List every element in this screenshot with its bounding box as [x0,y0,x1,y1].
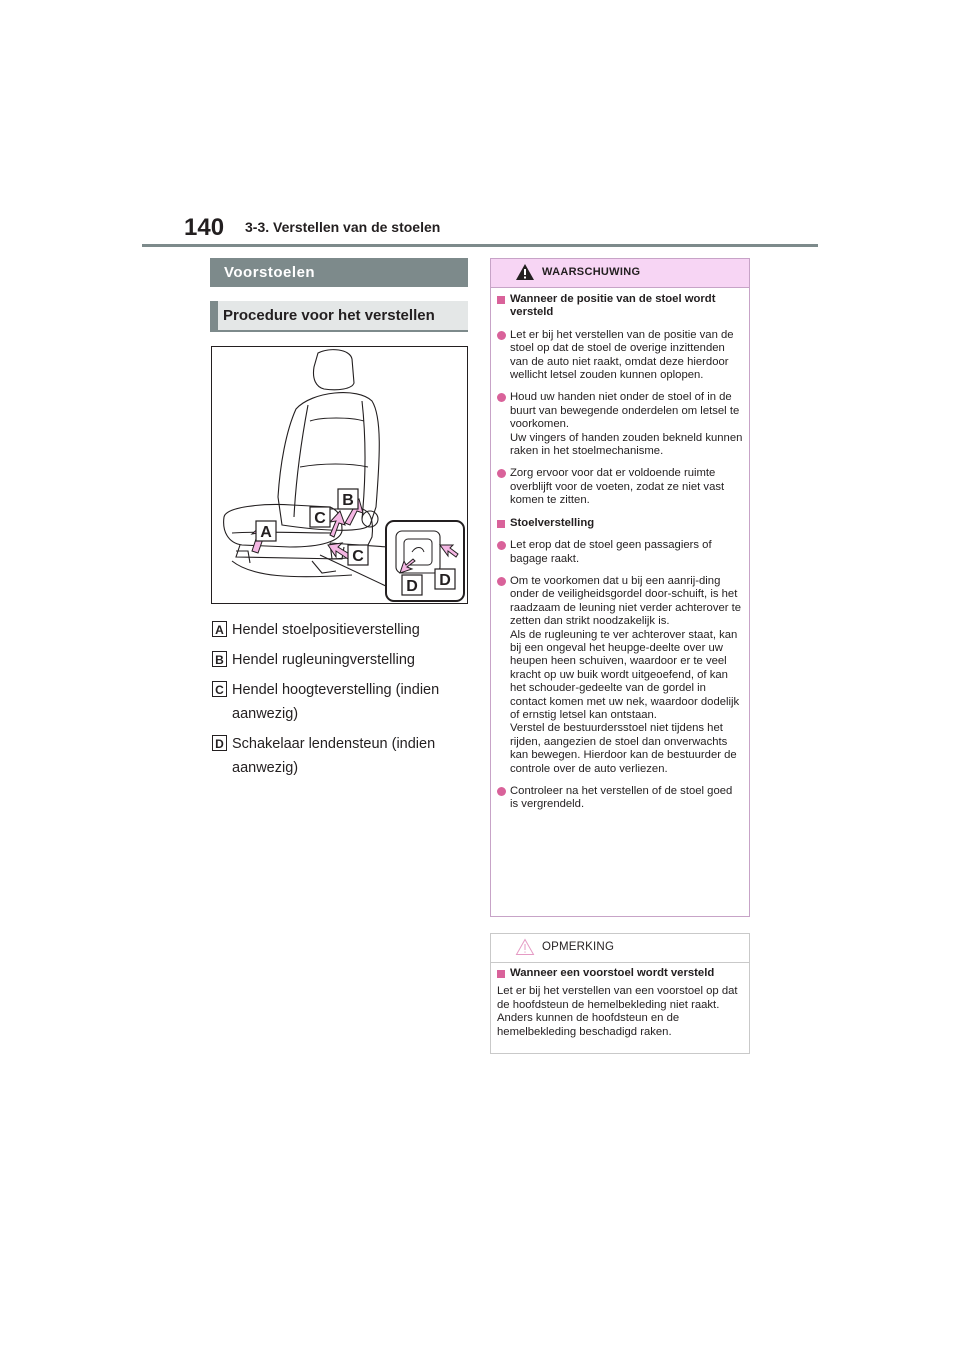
legend-text-d: Schakelaar lendensteun (indien aanwezig) [232,736,436,776]
warning-box [490,258,750,917]
warning-text: Wanneer de positie van de stoel wordt versteld [510,293,716,319]
warning-icon [515,263,535,281]
warning-header [491,259,749,288]
legend-badge-d: D [212,735,227,751]
pink-square-icon [497,970,505,978]
legend-badge-b: B [212,651,227,667]
legend-item-c [212,678,472,726]
legend-badge-a: A [212,621,227,637]
seat-drawing [212,347,468,604]
section-title: 3-3. Verstellen van de stoelen [245,219,441,235]
warning-text: Let er bij het verstellen van de positie van de stoel op dat de stoel de overige inzittenden van de auto niet raakt, omdat deze hierdoor wellicht letsel zouden kunnen oplopen. [510,328,734,382]
warning-bullet [497,785,743,812]
legend-text-a: Hendel stoelpositieverstelling [232,622,420,638]
legend-badge-c: C [212,681,227,697]
callout-c-2: C [352,548,364,565]
warning-bullet [497,391,743,458]
pink-bullet-icon [497,541,506,550]
note-heading: Wanneer een voorstoel wordt versteld [510,967,715,979]
callout-d-2: D [439,572,451,589]
legend-item-d [212,732,472,780]
pink-bullet-icon [497,331,506,340]
note-header [491,934,749,963]
warning-text: Let erop dat de stoel geen passagiers of bagage raakt. [510,539,712,565]
legend-text-c: Hendel hoogteverstelling (indien aanwezig) [232,682,440,722]
warning-bullet [497,575,743,776]
warning-bullet [497,539,743,566]
callout-d: D [406,578,418,595]
pink-bullet-icon [497,577,506,586]
legend-item-b [212,648,472,672]
warning-bullet [497,467,743,507]
note-title: OPMERKING [542,941,615,953]
pink-square-icon [497,520,505,528]
legend-text-b: Hendel rugleuningverstelling [232,652,415,668]
seat-illustration [211,346,468,604]
warning-text: Om te voorkomen dat u bij een aanrij-ding onder de veiligheidsgordel door-schuift, is het raadzaam de leuning niet verder achterover te zetten dan strikt noodzakelijk is. Als de rugleuning te ver achterover staat, kan bij een ongeval het heupge-deelte over uw heupen heen schuiven, waardoor er te veel kracht op uw buik wordt uitgeoefend, of kan het schouder-gedeelte van de gordel in contact komen met uw nek, waardoor dodelijk of ernstig letsel kan ontstaan. Verstel de bestuurdersstoel niet tijdens het rijden, aangezien de stoel dan onverwachts kan bewegen. Hierdoor kan de bestuurder de controle over de auto verliezen. [510,574,742,775]
note-heading-row [497,967,743,980]
warning-heading [497,293,743,320]
warning-text: Controleer na het verstellen of de stoel goed is vergrendeld. [510,785,733,811]
page-number: 140 [184,214,225,241]
legend [212,618,472,786]
callout-c: C [314,510,326,527]
caution-outline-icon [515,938,535,956]
pink-bullet-icon [497,787,506,796]
pink-square-icon [497,296,505,304]
note-text: Let er bij het verstellen van een voorstoel op dat de hoofdsteun de hemelbekleding niet raakt. Anders kunnen de hoofdsteun en de hemelbekleding beschadigd raken. [497,985,738,1038]
header-rule [142,244,818,247]
heading-voorstoelen: Voorstoelen [210,258,468,287]
heading-procedure: Procedure voor het verstellen [210,301,468,332]
callout-a: A [260,524,272,541]
note-box [490,933,750,1054]
warning-text: Houd uw handen niet onder de stoel of in de buurt van bewegende onderdelen om letsel te voorkomen. Uw vingers of handen zouden bekneld kunnen raken in het stoelmechanisme. [510,391,743,458]
warning-heading [497,517,743,530]
warning-bullet [497,329,743,383]
callout-b: B [342,492,354,509]
warning-text: Stoelverstelling [510,516,595,529]
warning-title: WAARSCHUWING [542,266,641,278]
pink-bullet-icon [497,393,506,402]
warning-text: Zorg ervoor voor dat er voldoende ruimte overblijft voor de voeten, zodat ze niet vast komen te zitten. [510,467,725,507]
legend-item-a [212,618,472,642]
warning-body [491,288,749,812]
pink-bullet-icon [497,469,506,478]
